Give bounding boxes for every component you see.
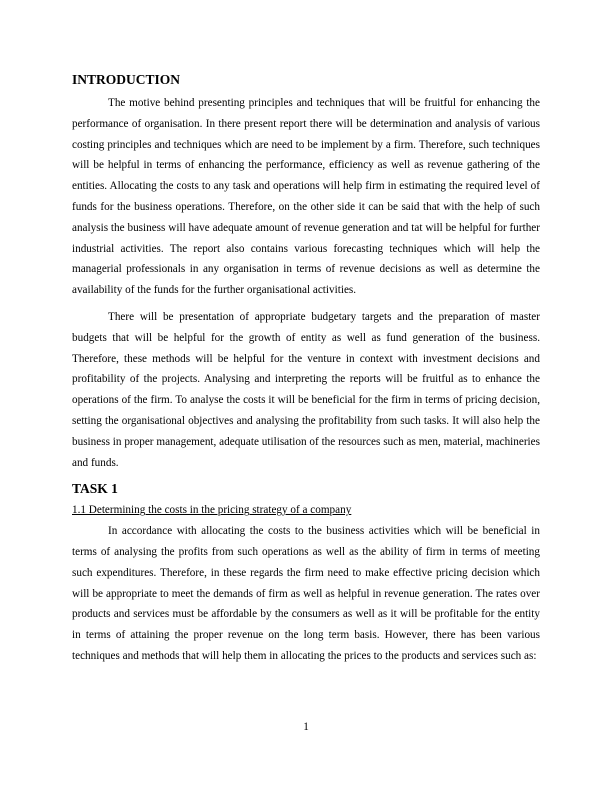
task1-subheading: 1.1 Determining the costs in the pricing strategy of a company — [72, 504, 352, 517]
task1-heading: TASK 1 — [72, 481, 118, 497]
introduction-paragraph-2: There will be presentation of appropriate budgetary targets and the preparation of master budgets that will be helpful for the growth of entity as well as fund generation of the business. Therefore, these methods will be helpful for the venture in context with investment decisions and profitability of the projects. Analysing and interpreting the reports will be fruitful as to enhance the operations of the firm. To analyse the costs it will be beneficial for the firm in terms of pricing decision, setting the organisational objectives and analysing the profitability from such tasks. It will also help the business in proper management, adequate utilisation of the resources such as men, material, machineries and funds. — [72, 310, 540, 469]
introduction-heading: INTRODUCTION — [72, 72, 181, 87]
page-number: 1 — [303, 721, 309, 733]
introduction-paragraph-1: The motive behind presenting principles and techniques that will be fruitful for enhancing the performance of organisation. In there present report there will be determination and analysis of various costing principles and techniques which are need to be implement by a firm. Therefore, such techniques will be helpful in terms of enhancing the performance, efficiency as well as revenue gathering of the entities. Allocating the costs to any task and operations will help firm in estimating the required level of funds for the business operations. Therefore, on the other side it can be said that with the help of such analysis the business will have adequate amount of revenue generation and tat will be helpful for further industrial activities. The report also contains various forecasting techniques which will help the managerial professionals in any organisation in terms of revenue decisions as well as determine the availability of the funds for the further organisational activities. — [72, 97, 540, 297]
document-page — [72, 70, 540, 673]
task1-paragraph-1: In accordance with allocating the costs to the business activities which will be beneficial in terms of analysing the profits from such operations as well as the ability of firm in terms of meeting such expenditures. Therefore, in these regards the firm need to make effective pricing decision which will be appropriate to meet the demands of firm as well as helpful in revenue generation. The rates over products and services must be affordable by the consumers as well as it will be profitable for the entity in terms of attaining the proper revenue on the long term basis. However, there has been various techniques and methods that will help them in allocating the prices to the products and services such as: — [72, 525, 540, 662]
